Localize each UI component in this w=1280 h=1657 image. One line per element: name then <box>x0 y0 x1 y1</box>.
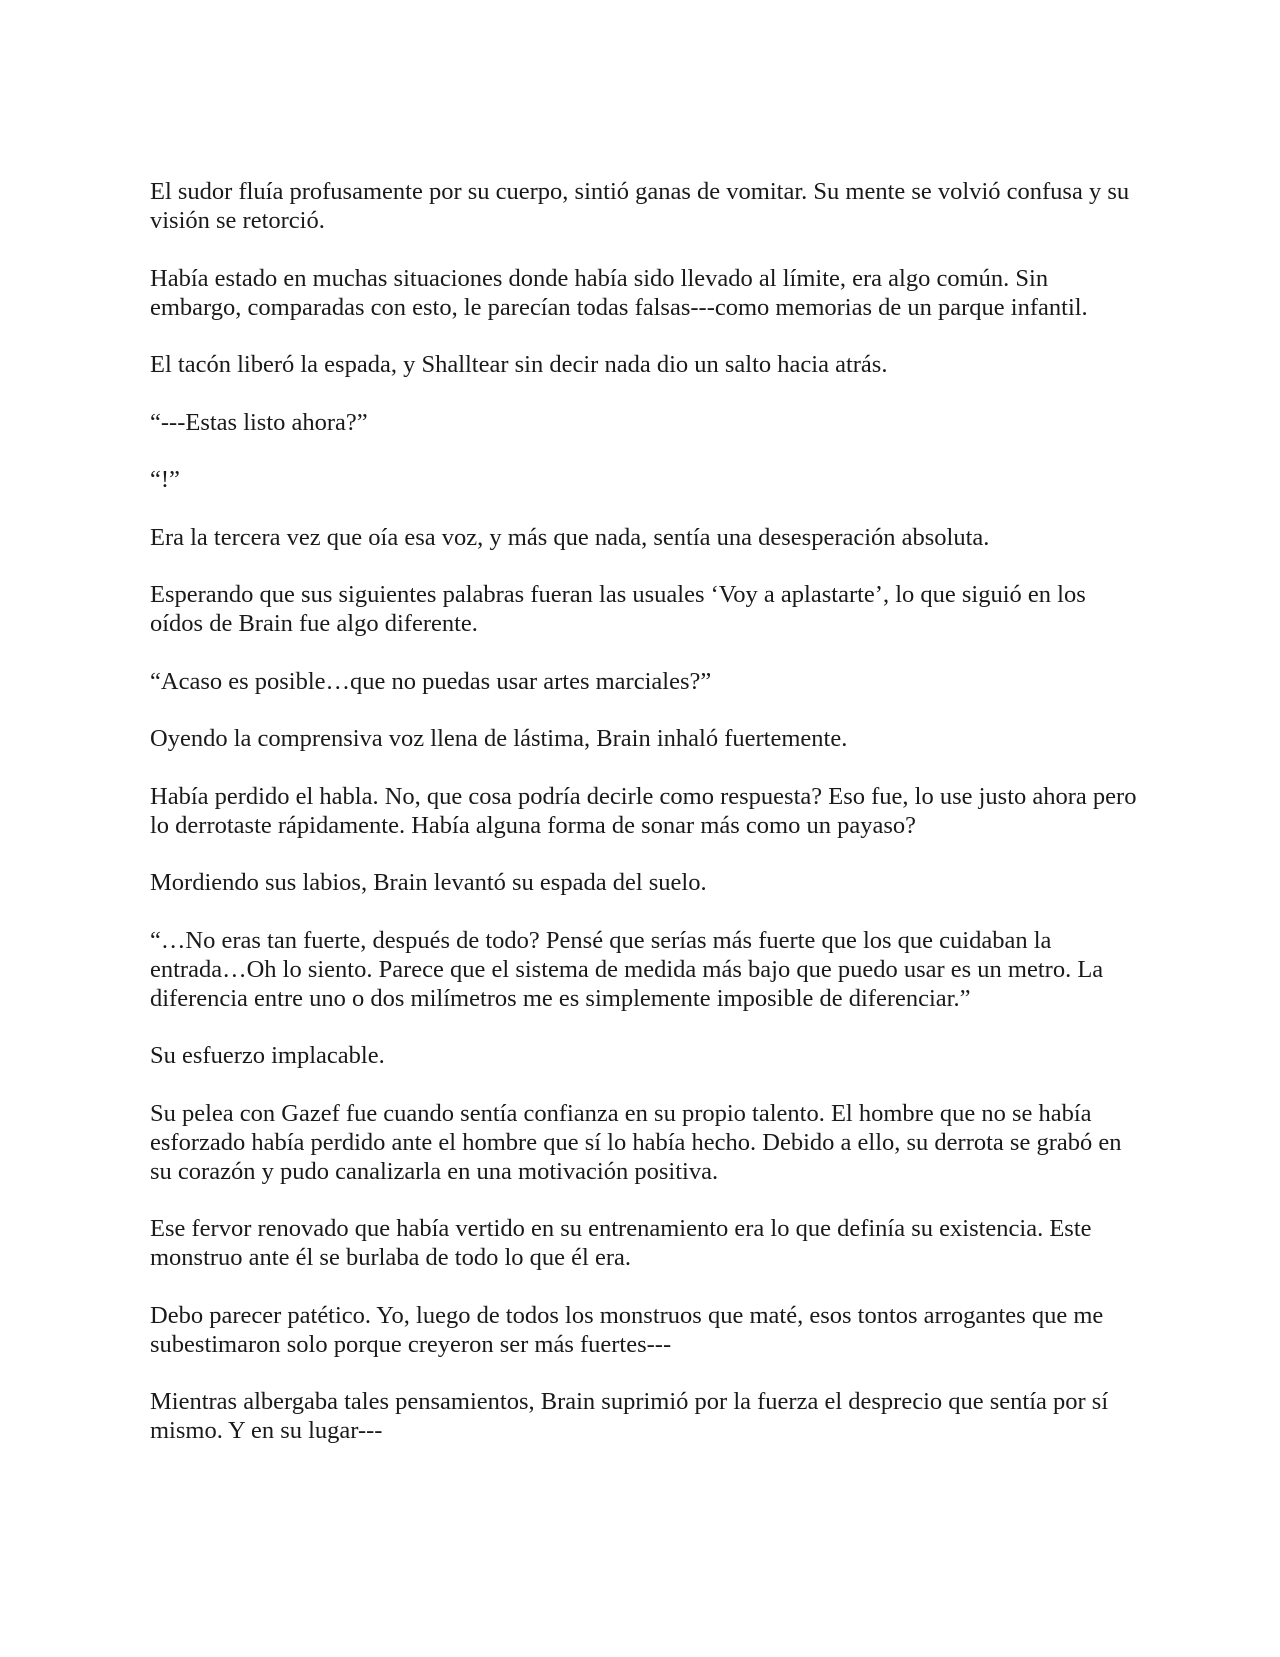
paragraph: Era la tercera vez que oía esa voz, y más que nada, sentía una desesperación absoluta. <box>150 523 990 551</box>
paragraph: “!” <box>150 466 180 493</box>
paragraph: Mordiendo sus labios, Brain levantó su espada del suelo. <box>150 869 707 896</box>
paragraph: Ese fervor renovado que había vertido en su entrenamiento era lo que definía su existencia. Este monstruo ante él se burlaba de todo lo que él era. <box>150 1215 1092 1271</box>
paragraph: El tacón liberó la espada, y Shalltear sin decir nada dio un salto hacia atrás. <box>150 351 888 378</box>
paragraph: Su pelea con Gazef fue cuando sentía confianza en su propio talento. El hombre que no se había esforzado había perdido ante el hombre que sí lo había hecho. Debido a ello, su derrota se grabó en su corazón y pudo canalizarla en una motivación positiva. <box>150 1099 1122 1185</box>
paragraph: Oyendo la comprensiva voz llena de lástima, Brain inhaló fuertemente. <box>150 725 848 752</box>
paragraph: “…No eras tan fuerte, después de todo? Pensé que serías más fuerte que los que cuidaban la entrada…Oh lo siento. Parece que el sistema de medida más bajo que puedo usar es un metro. La diferencia entre uno o dos milímetros me es simplemente imposible de diferenciar.” <box>150 926 1104 1012</box>
document-body <box>150 177 1140 1474</box>
paragraph: Había estado en muchas situaciones donde había sido llevado al límite, era algo común. Sin embargo, comparadas con esto, le parecían todas falsas---como memorias de un parque infantil. <box>150 264 1088 321</box>
paragraph: “---Estas listo ahora?” <box>150 408 368 436</box>
paragraph: Esperando que sus siguientes palabras fueran las usuales ‘Voy a aplastarte’, lo que siguió en los oídos de Brain fue algo diferente. <box>150 581 1086 637</box>
paragraph: Su esfuerzo implacable. <box>150 1042 385 1069</box>
paragraph: Había perdido el habla. No, que cosa podría decirle como respuesta? Eso fue, lo use justo ahora pero lo derrotaste rápidamente. Había alguna forma de sonar más como un payaso? <box>150 782 1137 839</box>
paragraph: Debo parecer patético. Yo, luego de todos los monstruos que maté, esos tontos arrogantes que me subestimaron solo porque creyeron ser más fuertes--- <box>150 1301 1104 1358</box>
paragraph: El sudor fluía profusamente por su cuerpo, sintió ganas de vomitar. Su mente se volvió confusa y su visión se retorció. <box>150 178 1130 234</box>
paragraph: “Acaso es posible…que no puedas usar artes marciales?” <box>150 667 712 695</box>
paragraph: Mientras albergaba tales pensamientos, Brain suprimió por la fuerza el desprecio que sentía por sí mismo. Y en su lugar--- <box>150 1388 1109 1444</box>
